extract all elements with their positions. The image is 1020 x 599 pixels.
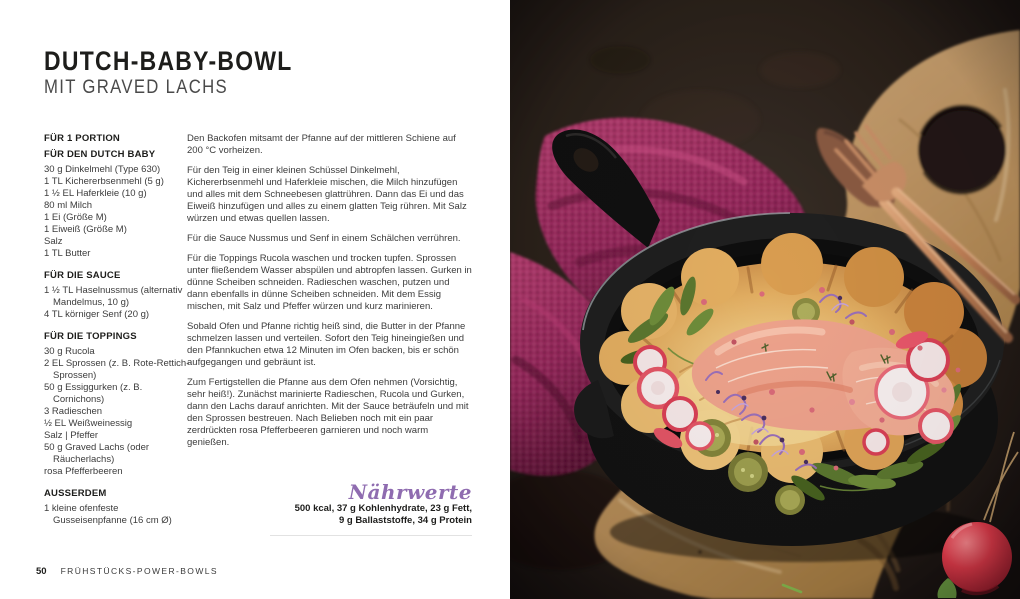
ingredient-item: 1 TL Kichererbsenmehl (5 g)	[44, 176, 164, 187]
portion-header: FÜR 1 PORTION	[44, 133, 120, 144]
nutrition-values-line2: 9 g Ballaststoffe, 34 g Protein	[338, 514, 472, 526]
group-header: FÜR DIE TOPPINGS	[44, 331, 137, 342]
instruction-paragraph: Den Backofen mitsamt der Pfanne auf der mittleren Schiene auf 200 °C vorheizen.	[187, 133, 456, 156]
nutrition-block	[270, 481, 472, 536]
photo-vignette	[510, 0, 1020, 599]
instruction-paragraph: Für die Toppings Rucola waschen und trocken tupfen. Sprossen unter fließendem Wasser abspülen und abtropfen lassen. Gurken in dünne Scheiben schneiden. Radieschen waschen, putzen und dann ebenfalls in dünne Scheiben schneiden. Mit dem Essig mischen, mit Salz und Pfeffer würzen und kurz marinieren.	[187, 253, 472, 312]
recipe-photo	[510, 0, 1020, 599]
nutrition-title: Nährwerte	[348, 480, 472, 504]
recipe-title: DUTCH-BABY-BOWL	[44, 46, 293, 76]
ingredient-item: 30 g Rucola	[44, 346, 95, 357]
ingredient-item: 1 kleine ofenfeste Gusseisenpfanne (16 cm Ø)	[44, 503, 172, 526]
ingredient-item: 1 ½ EL Haferkleie (10 g)	[44, 188, 147, 199]
ingredient-item: 1 ½ TL Haselnussmus (alternativ Mandelmus, 10 g)	[44, 285, 183, 308]
ingredient-item: 80 ml Milch	[44, 200, 93, 211]
instruction-paragraph: Zum Fertigstellen die Pfanne aus dem Ofen nehmen (Vorsichtig, sehr heiß!). Zunächst marinierte Radieschen, Rucola und Gurken, dann den Lachs darauf anrichten. Mit der Sauce beträufeln und mit den Sprossen bestreuen. Nach Belieben noch mit ein paar zerdrückten rosa Pfefferbeeren garnieren und noch warm genießen.	[187, 377, 469, 448]
group-header: AUSSERDEM	[44, 488, 107, 499]
instruction-paragraph: Für die Sauce Nussmus und Senf in einem Schälchen verrühren.	[187, 233, 461, 244]
group-header: FÜR DIE SAUCE	[44, 270, 121, 281]
ingredient-item: 1 TL Butter	[44, 248, 91, 259]
ingredients-column	[44, 133, 194, 537]
ingredient-item: 3 Radieschen	[44, 406, 103, 417]
ingredient-item: 2 EL Sprossen (z. B. Rote-Rettich-Sprossen)	[44, 358, 190, 381]
ingredient-item: Salz | Pfeffer	[44, 430, 99, 441]
ingredient-group-dutch-baby	[44, 149, 194, 260]
instruction-paragraph: Sobald Ofen und Pfanne richtig heiß sind, die Butter in der Pfanne schmelzen lassen und verteilen. Sofort den Teig hineingießen und den Pfannkuchen etwa 12 Minuten im Ofen backen, bis er schön aufgegangen und gebräunt ist.	[187, 321, 466, 368]
ingredient-group-toppings	[44, 331, 194, 478]
ingredient-item: 50 g Essiggurken (z. B. Cornichons)	[44, 382, 143, 405]
ingredient-item: Salz	[44, 236, 63, 247]
page-number: 50	[36, 566, 47, 577]
nutrition-values-line1: 500 kcal, 37 g Kohlenhydrate, 23 g Fett,	[294, 503, 472, 514]
ingredient-group-sauce	[44, 270, 194, 321]
ingredient-group-equipment	[44, 488, 194, 527]
ingredient-item: 50 g Graved Lachs (oder Räucherlachs)	[44, 442, 150, 465]
title-block	[44, 48, 336, 99]
recipe-subtitle: MIT GRAVED LACHS	[44, 77, 229, 98]
instructions-column	[187, 133, 473, 457]
ingredient-item: ½ EL Weißweinessig	[44, 418, 133, 429]
chapter-label: FRÜHSTÜCKS-POWER-BOWLS	[60, 566, 218, 576]
group-header: FÜR DEN DUTCH BABY	[44, 149, 156, 160]
ingredient-item: rosa Pfefferbeeren	[44, 466, 123, 477]
ingredient-item: 4 TL körniger Senf (20 g)	[44, 309, 150, 320]
instruction-paragraph: Für den Teig in einer kleinen Schüssel Dinkelmehl, Kichererbsenmehl und Haferkleie mischen, die Milch hinzufügen und alles mit dem Schneebesen glattrühren. Dann das Ei und das Eiweiß hinzufügen und alles zu einem glatten Teig rühren. Mit Salz würzen und etwas quellen lassen.	[187, 165, 467, 224]
ingredient-item: 30 g Dinkelmehl (Type 630)	[44, 164, 161, 175]
page-footer	[36, 566, 218, 577]
ingredient-item: 1 Eiweiß (Größe M)	[44, 224, 127, 235]
ingredient-item: 1 Ei (Größe M)	[44, 212, 107, 223]
